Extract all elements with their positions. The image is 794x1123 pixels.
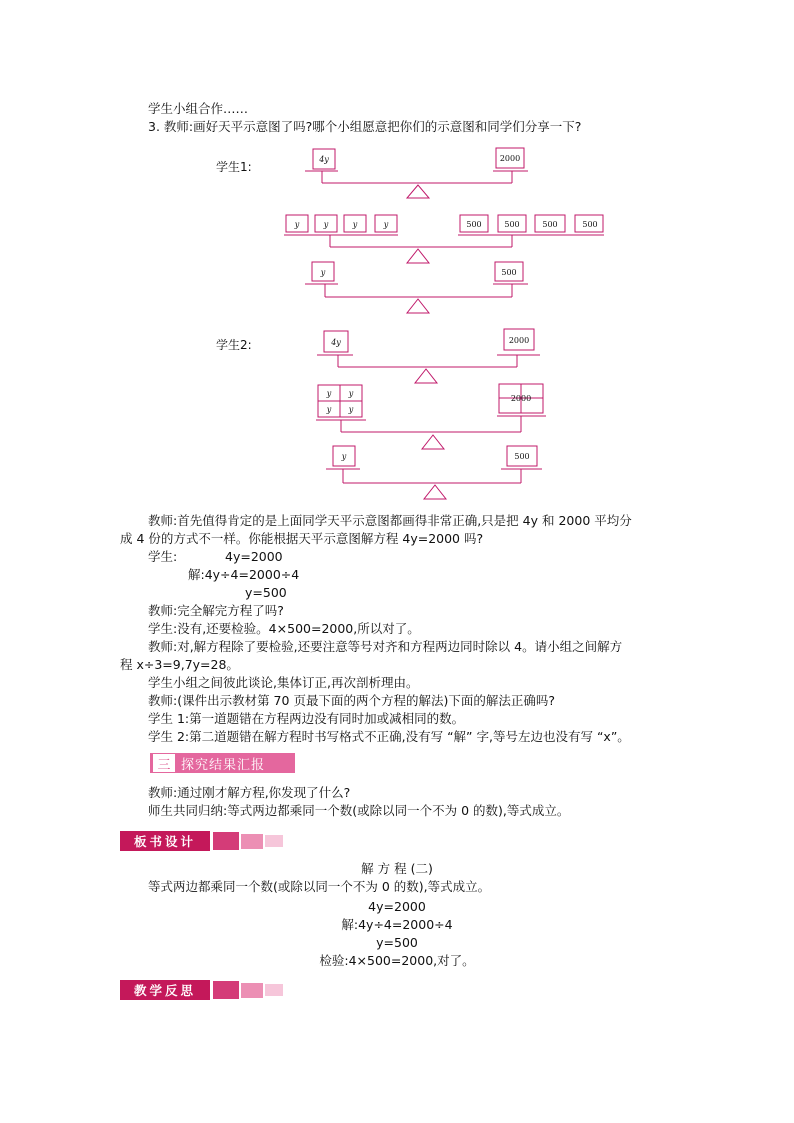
teacher-line-4: 教师:(课件出示教材第 70 页最下面的两个方程的解法)下面的解法正确吗?: [148, 693, 555, 708]
label-4y-2: 4y: [331, 338, 341, 347]
label-y-c: y: [352, 220, 358, 229]
fulcrum-5: [422, 435, 444, 449]
equation-3: y=500: [245, 585, 287, 600]
fulcrum-6: [424, 485, 446, 499]
reflection-header: [120, 980, 283, 1000]
board-rule: 等式两边都乘同一个数(或除以同一个不为 0 的数),等式成立。: [148, 879, 491, 894]
label-y-g3: y: [326, 405, 332, 414]
label-y-g4: y: [348, 405, 354, 414]
fulcrum-3: [407, 299, 429, 313]
fulcrum-1: [407, 185, 429, 198]
board-eq-2: 解:4y÷4=2000÷4: [341, 917, 453, 932]
student-line-2: 学生:没有,还要检验。4×500=2000,所以对了。: [148, 621, 420, 636]
label-500-3: 500: [501, 268, 517, 277]
label-4y-1: 4y: [319, 155, 329, 164]
header-block-3: [265, 835, 283, 847]
board-check: 检验:4×500=2000,对了。: [319, 953, 475, 968]
equation-1: 4y=2000: [225, 549, 283, 564]
intro-line-2: 3. 教师:画好天平示意图了吗?哪个小组愿意把你们的示意图和同学们分享一下?: [148, 119, 582, 134]
section3-line-2: 师生共同归纳:等式两边都乘同一个数(或除以同一个不为 0 的数),等式成立。: [148, 803, 570, 818]
label-500-4: 500: [514, 452, 530, 461]
student1-label: 学生1:: [216, 160, 252, 174]
teacher-line-1b: 成 4 份的方式不一样。你能根据天平示意图解方程 4y=2000 吗?: [120, 531, 484, 546]
student2-answer: 学生 2:第二道题错在解方程时书写格式不正确,没有写 “解” 字,等号左边也没有写 “x”。: [148, 729, 630, 744]
label-2000-1: 2000: [499, 154, 521, 163]
board-design-header: [120, 831, 283, 851]
label-y-d: y: [383, 220, 389, 229]
teacher-line-1a: 教师:首先值得肯定的是上面同学天平示意图都画得非常正确,只是把 4y 和 2000 平均分: [148, 513, 632, 528]
teacher-line-2: 教师:完全解完方程了吗?: [148, 603, 284, 618]
section3-header: [150, 753, 295, 773]
label-y-g1: y: [326, 389, 332, 398]
label-y-b: y: [323, 220, 329, 229]
header-block-3: [265, 984, 283, 996]
label-500-a: 500: [466, 220, 482, 229]
section3-line-1: 教师:通过刚才解方程,你发现了什么?: [148, 785, 351, 800]
header-block-2: [241, 983, 263, 998]
label-y-g2: y: [348, 389, 354, 398]
label-y-3: y: [320, 268, 326, 277]
label-500-b: 500: [504, 220, 520, 229]
group-discussion: 学生小组之间彼此谈论,集体订正,再次剖析理由。: [148, 675, 419, 690]
label-500-c: 500: [542, 220, 558, 229]
label-2000-grid: 2000: [510, 394, 532, 403]
teacher-line-3a: 教师:对,解方程除了要检验,还要注意等号对齐和方程两边同时除以 4。请小组之间解方: [148, 639, 623, 654]
label-y-a: y: [294, 220, 300, 229]
label-500-d: 500: [582, 220, 598, 229]
board-eq-1: 4y=2000: [368, 899, 426, 914]
header-block-2: [241, 834, 263, 849]
header-block-1: [213, 981, 239, 999]
intro-line-1: 学生小组合作……: [148, 101, 249, 116]
section3-title: 探究结果汇报: [181, 757, 266, 773]
label-2000-2: 2000: [508, 336, 530, 345]
teacher-line-3b: 程 x÷3=9,7y=28。: [120, 657, 239, 672]
board-eq-3: y=500: [376, 935, 418, 950]
balance-diagram: [0, 0, 794, 520]
student-label: 学生:: [148, 549, 178, 564]
student1-answer: 学生 1:第一道题错在方程两边没有同时加或减相同的数。: [148, 711, 465, 726]
label-y-4: y: [341, 452, 347, 461]
fulcrum-2: [407, 249, 429, 263]
equation-2: 解:4y÷4=2000÷4: [188, 567, 300, 582]
fulcrum-4: [415, 369, 437, 383]
header-block-1: [213, 832, 239, 850]
section3-number: 三: [153, 754, 175, 772]
reflection-tag: 教学反思: [120, 980, 210, 1000]
board-design-tag: 板书设计: [120, 831, 210, 851]
board-title: 解 方 程 (二): [361, 861, 433, 876]
student2-label: 学生2:: [216, 338, 252, 352]
